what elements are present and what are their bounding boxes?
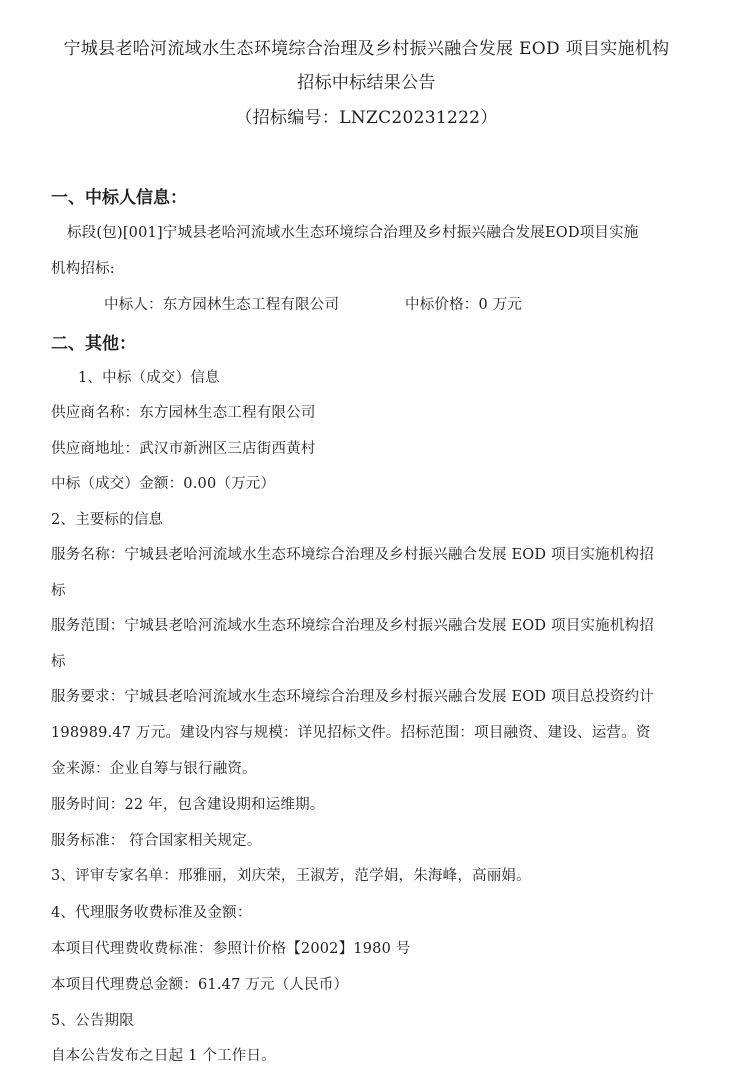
service-requirement-line-2: 198989.47 万元。建设内容与规模：详见招标文件。招标范围：项目融资、建设、运营。资 (51, 725, 651, 741)
service-scope-line-1: 服务范围：宁城县老哈河流域水生态环境综合治理及乡村振兴融合发展 EOD 项目实施机构招 (51, 618, 654, 634)
service-requirement-line-1: 服务要求：宁城县老哈河流域水生态环境综合治理及乡村振兴融合发展 EOD 项目总投资约计 (51, 689, 654, 705)
item-4-title: 4、代理服务收费标准及金额： (51, 905, 252, 921)
title-line-2: 招标中标结果公告 (297, 73, 436, 93)
agency-fee-total: 本项目代理费总金额：61.47 万元（人民币） (51, 977, 349, 993)
section-1-heading: 一、中标人信息： (51, 188, 187, 208)
service-standard: 服务标准： 符合国家相关规定。 (51, 833, 262, 849)
award-amount: 中标（成交）金额：0.00（万元） (51, 476, 276, 492)
notice-period: 自本公告发布之日起 1 个工作日。 (51, 1048, 276, 1064)
supplier-address: 供应商地址：武汉市新洲区三店街西黄村 (51, 441, 316, 457)
section-2-heading: 二、其他： (51, 334, 136, 354)
winning-bidder: 中标人：东方园林生态工程有限公司 (104, 297, 340, 313)
tender-number: （招标编号：LNZC20231222） (235, 108, 498, 128)
service-name-line-2: 标 (51, 583, 66, 599)
agency-fee-standard: 本项目代理费收费标准：参照计价格【2002】1980 号 (51, 941, 411, 957)
item-5-title: 5、公告期限 (51, 1013, 134, 1029)
service-name-line-1: 服务名称：宁城县老哈河流域水生态环境综合治理及乡村振兴融合发展 EOD 项目实施机构招 (51, 547, 654, 563)
item-1-title: 1、中标（成交）信息 (78, 370, 220, 386)
service-requirement-line-3: 金来源：企业自筹与银行融资。 (51, 761, 257, 777)
lot-description-line-2: 机构招标: (51, 261, 115, 277)
item-3-expert-list: 3、评审专家名单：邢雅丽，刘庆荣，王淑芳，范学娟，朱海峰，高丽娟。 (51, 868, 531, 884)
item-2-title: 2、主要标的信息 (51, 512, 164, 528)
service-scope-line-2: 标 (51, 654, 66, 670)
title-line-1: 宁城县老哈河流域水生态环境综合治理及乡村振兴融合发展 EOD 项目实施机构 (63, 39, 670, 59)
lot-description-line-1: 标段(包)[001]宁城县老哈河流域水生态环境综合治理及乡村振兴融合发展EOD项目实施 (67, 225, 639, 241)
supplier-name: 供应商名称：东方园林生态工程有限公司 (51, 405, 316, 421)
service-time: 服务时间：22 年，包含建设期和运维期。 (51, 797, 325, 813)
winning-price: 中标价格：0 万元 (405, 297, 523, 313)
